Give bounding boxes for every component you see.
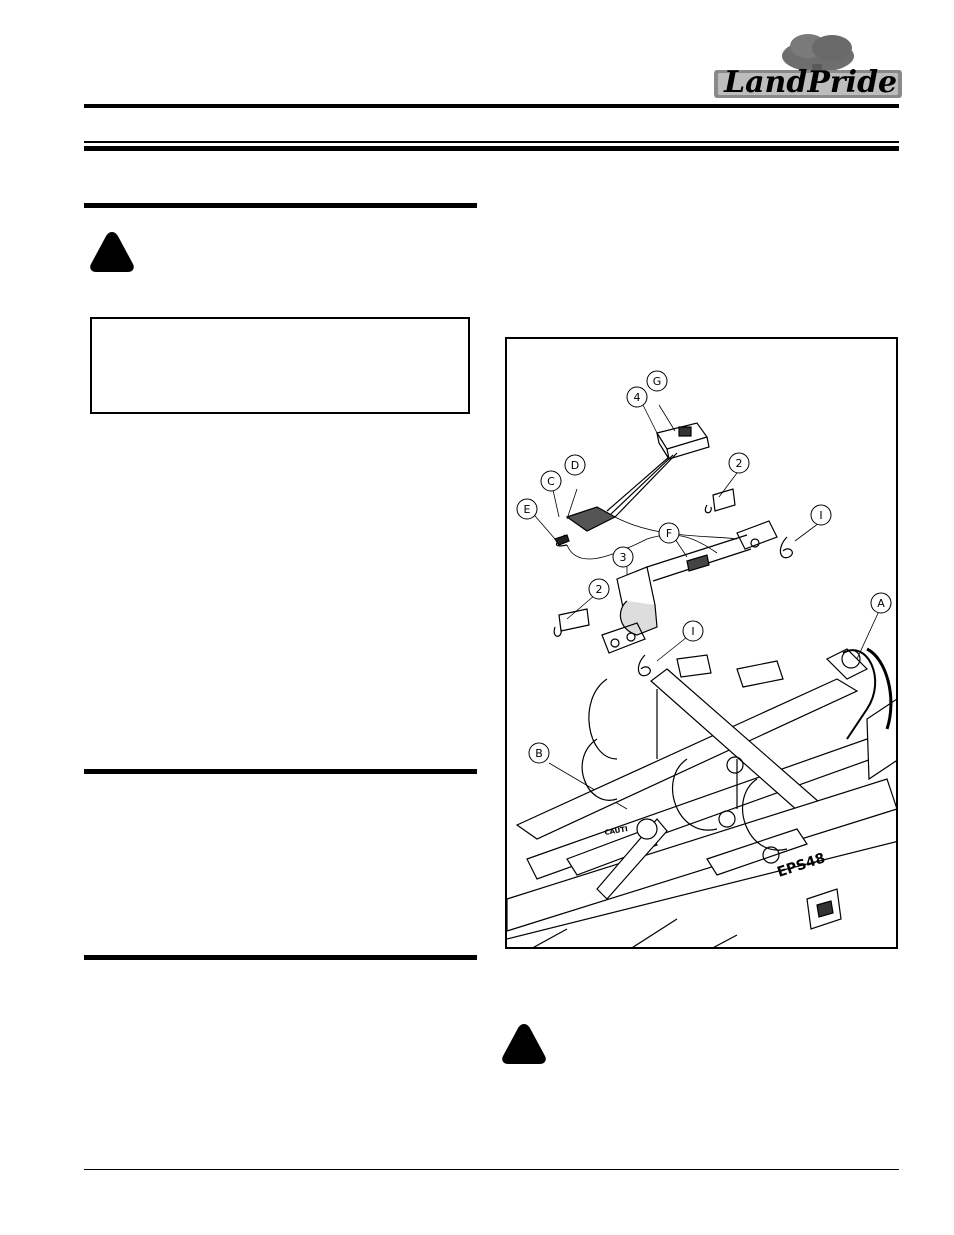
section-rule-3 — [84, 955, 477, 960]
callout-label: I — [691, 625, 695, 638]
logo-text: LandPride — [724, 65, 898, 100]
callout-label: I — [819, 509, 823, 522]
header-rule-top — [84, 104, 899, 108]
callout-label: E — [523, 503, 531, 516]
warning-triangle-icon — [88, 230, 136, 274]
frame-stencil-caution: CAUTI — [603, 825, 629, 837]
callout-label: A — [877, 597, 885, 610]
notice-box — [90, 317, 470, 414]
landpride-logo — [712, 28, 906, 104]
callout-label: C — [547, 475, 555, 488]
section-rule-1 — [84, 203, 477, 208]
callout-label: F — [665, 527, 673, 540]
callout-label: G — [652, 375, 662, 388]
callout-label: 4 — [633, 391, 641, 404]
callout-label: B — [535, 747, 543, 760]
callout-label: D — [570, 459, 580, 472]
header-rule-thin — [84, 141, 899, 143]
frame-stencil-model: EPS48 — [775, 850, 828, 881]
footer-rule — [84, 1169, 899, 1170]
callout-label: 2 — [735, 457, 743, 470]
assembly-figure — [505, 337, 898, 949]
warning-triangle-icon — [500, 1022, 548, 1066]
actuator-assembly-drawing — [507, 339, 898, 949]
logo-tree-icon — [712, 28, 906, 104]
section-rule-2 — [84, 769, 477, 774]
callout-label: 3 — [619, 551, 627, 564]
header-rule-thick — [84, 146, 899, 151]
callout-label: 2 — [595, 583, 603, 596]
